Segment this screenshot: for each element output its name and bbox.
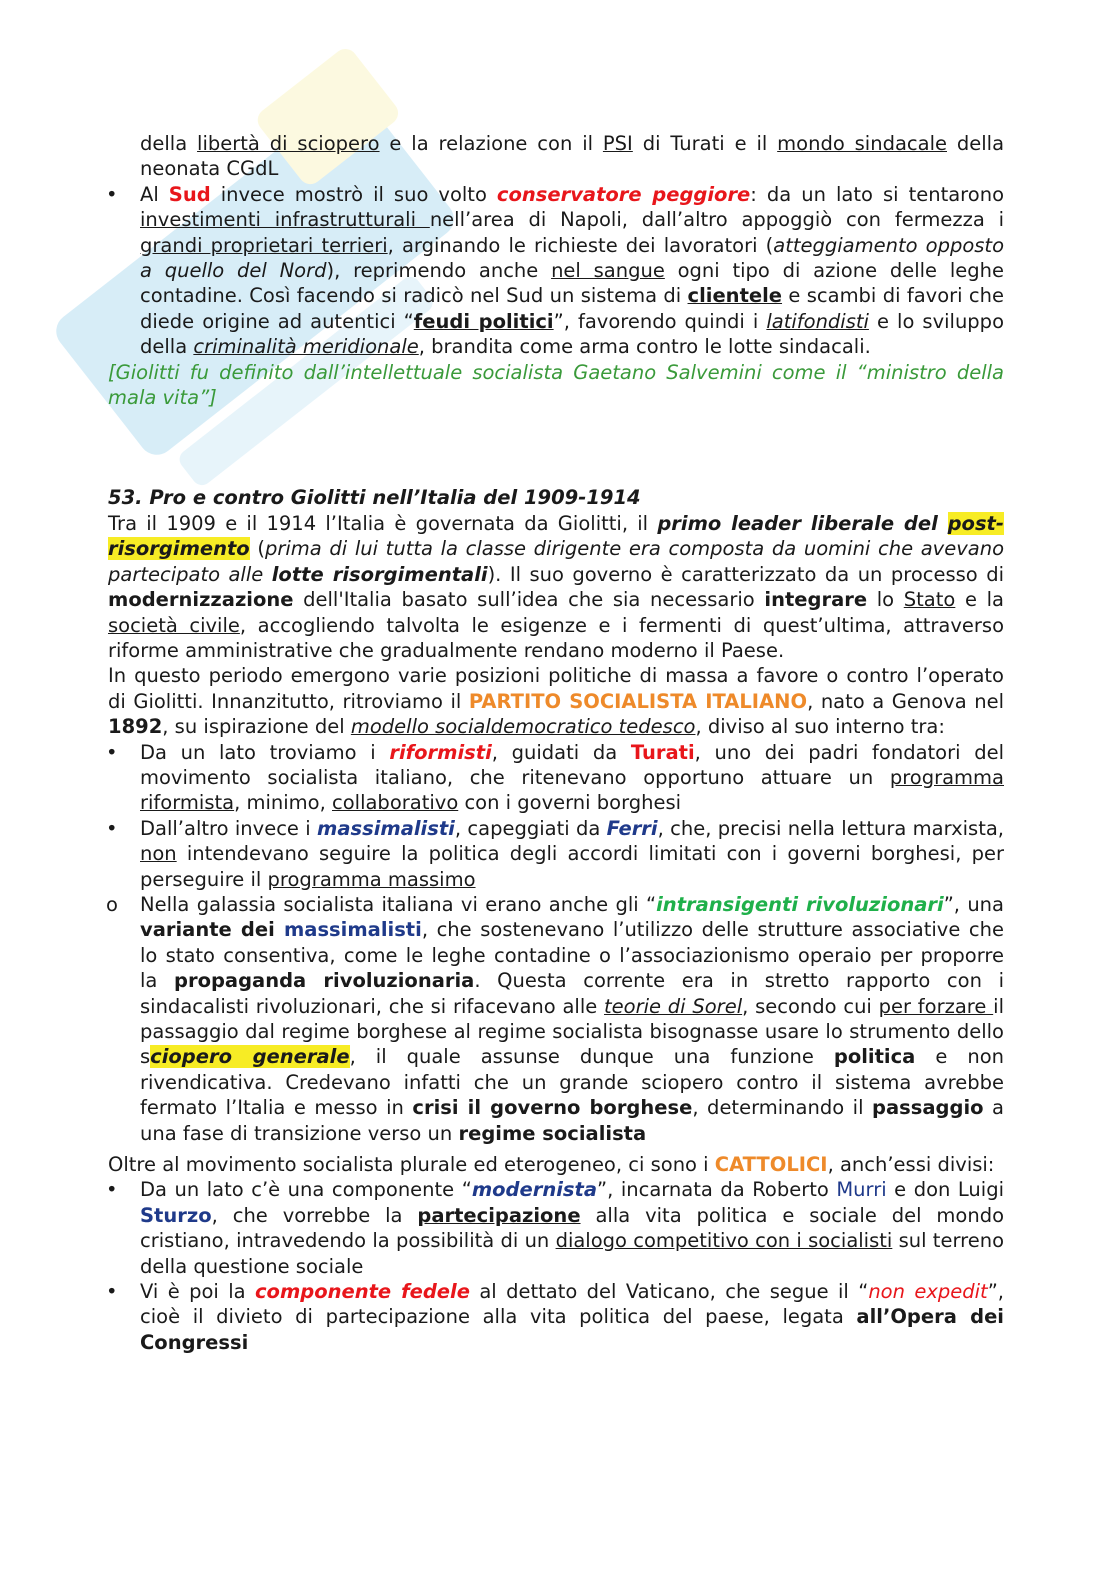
bullet-marker: • bbox=[106, 1280, 118, 1304]
section-heading: 53. Pro e contro Giolitti nell’Italia del 1909-1914 bbox=[108, 486, 641, 510]
list-item-intransigenti: o Nella galassia socialista italiana vi erano anche gli “intransigenti rivoluzionari”, una variante dei massimalisti, che sostenevano l’utilizzo delle strutture associative che lo stato consentiva, come le leghe contadine o l’associazionismo operaio per proporre la propaganda rivoluzionaria. Questa corrente era in stretto rapporto con i sindacalisti rivoluzionari, che si rifacevano alle teorie di Sorel, secondo cui per forzare il passaggio dal regime borghese al regime socialista bisognasse usare lo strumento dello sciopero generale, il quale assunse dunque una funzione politica e non rivendicativa. Credevano infatti che un grande sciopero contro il sistema avrebbe fermato l’Italia e messo in crisi il governo borghese, determinando il passaggio a una fase di transizione verso un regime socialista bbox=[106, 892, 1005, 1145]
bullet-list-socialisti bbox=[108, 740, 1004, 1147]
paragraph-giolitti: Tra il 1909 e il 1914 l’Italia è governata da Giolitti, il primo leader liberale del post-risorgimento (prima di lui tutta la classe dirigente era composta da uomini che avevano partecipato alle lotte risorgimentali). Il suo governo è caratterizzato da un processo di modernizzazione dell'Italia basato sull’idea che sia necessario integrare lo Stato e la società civile, accogliendo talvolta le esigenze e i fermenti di quest’ultima, attraverso riforme amministrative che gradualmente rendano moderno il Paese. bbox=[108, 511, 1005, 662]
list-item-sud: • Al Sud invece mostrò il suo volto conservatore peggiore: da un lato si tentarono investimenti infrastrutturali nell’area di Napoli, dall’altro appoggiò con fermezza i grandi proprietari terrieri, arginando le richieste dei lavoratori (atteggiamento opposto a quello del Nord), reprimendo anche nel sangue ogni tipo di azione delle leghe contadine. Così facendo si radicò nel Sud un sistema di clientele e scambi di favori che diede origine ad autentici “feudi politici”, favorendo quindi i latifondisti e lo sviluppo della criminalità meridionale, brandita come arma contro le lotte sindacali. bbox=[106, 182, 1005, 359]
document-page bbox=[108, 131, 1004, 1355]
list-item-fedele: • Vi è poi la componente fedele al dettato del Vaticano, che segue il “non expedit”, cioè il divieto di partecipazione alla vita politica del paese, legata all’Opera dei Congressi bbox=[106, 1280, 1005, 1354]
bullet-marker: • bbox=[106, 740, 118, 764]
quote-salvemini: [Giolitti fu definito dall’intellettuale socialista Gaetano Salvemini come il “ministro della mala vita”] bbox=[108, 360, 1004, 410]
paragraph-psi: In questo periodo emergono varie posizioni politiche di massa a favore o contro l’operato di Giolitti. Innanzitutto, ritroviamo il PARTITO SOCIALISTA ITALIANO, nato a Genova nel 1892, su ispirazione del modello socialdemocratico tedesco, diviso al suo interno tra: bbox=[108, 664, 1004, 739]
bullet-marker: • bbox=[106, 182, 118, 206]
sub-bullet-marker: o bbox=[106, 892, 118, 916]
bullet-list-sud bbox=[108, 182, 1004, 360]
bullet-list-cattolici bbox=[108, 1177, 1004, 1355]
paragraph-cattolici: Oltre al movimento socialista plurale ed eterogeneo, ci sono i CATTOLICI, anch’essi divisi: bbox=[108, 1153, 995, 1177]
bullet-marker: • bbox=[106, 816, 118, 840]
intro-continuation: della libertà di sciopero e la relazione con il PSI di Turati e il mondo sindacale della neonata CGdL bbox=[140, 132, 1005, 181]
bullet-marker: • bbox=[106, 1178, 118, 1202]
list-item-riformisti: • Da un lato troviamo i riformisti, guidati da Turati, uno dei padri fondatori del movimento socialista italiano, che ritenevano opportuno attuare un programma riformista, minimo, collaborativo con i governi borghesi bbox=[106, 740, 1004, 815]
list-item-massimalisti: • Dall’altro invece i massimalisti, capeggiati da Ferri, che, precisi nella lettura marxista, non intendevano seguire la politica degli accordi limitati con i governi borghesi, per perseguire il programma massimo bbox=[106, 816, 1005, 891]
list-item-modernista: • Da un lato c’è una componente “modernista”, incarnata da Roberto Murri e don Luigi Sturzo, che vorrebbe la partecipazione alla vita politica e sociale del mondo cristiano, intravedendo la possibilità di un dialogo competitivo con i socialisti sul terreno della questione sociale bbox=[106, 1178, 1004, 1278]
